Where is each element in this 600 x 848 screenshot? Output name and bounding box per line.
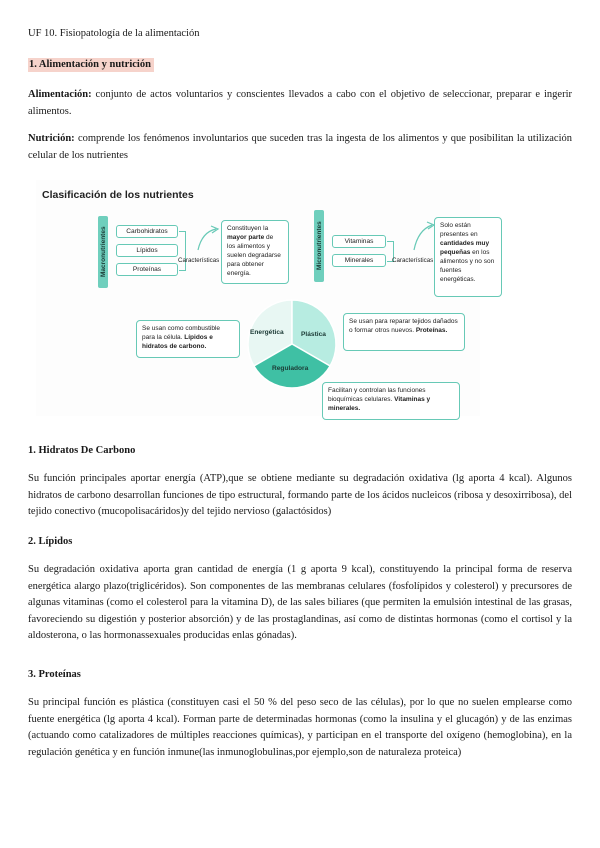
reguladora-description-box	[322, 382, 460, 420]
diagram-title: Clasificación de los nutrientes	[42, 189, 194, 201]
paragraph-hidratos-de-carbono: Su función principales aportar energía (ATP),que se obtiene mediante su degradación oxidativa (lg aporta 4 kcal). Algunos hidratos de carbono desarrollan funciones de tipo estructural, formando parte de los ácidos nucleicos (ribosa y desoxirribosa), del tejido conectivo (mucopolisacáridos)y del tejido nervioso (galactósidos)	[28, 473, 572, 517]
micro-item-minerales: Minerales	[332, 254, 386, 267]
term-nutricion: Nutrición:	[28, 133, 75, 144]
reguladora-desc-pre: Facilitan y controlan las funciones bioquímicas celulares.	[328, 387, 426, 403]
micronutrientes-label: Micronutrientes	[316, 221, 323, 271]
reguladora-desc-bold: Vitaminas y minerales.	[328, 396, 431, 412]
plastica-desc-pre: Se usan para reparar tejidos dañados o formar otros nuevos.	[349, 318, 458, 334]
pie-label-plastica: Plástica	[301, 331, 326, 338]
nutrient-classification-diagram	[36, 180, 495, 416]
macronutrientes-label: Macronutrientes	[100, 226, 107, 278]
functions-pie-chart	[246, 298, 338, 395]
macro-desc-pre: Constituyen la	[227, 225, 269, 232]
pie-label-energetica: Energética	[250, 329, 284, 336]
definition-nutricion	[28, 131, 572, 164]
micro-description-box	[434, 217, 502, 297]
energetica-description-box	[136, 320, 240, 358]
energetica-desc-bold: Lípidos e hidratos de carbono.	[142, 334, 213, 350]
definition-alimentacion	[28, 87, 572, 120]
micro-desc-pre: Solo están presentes en	[440, 222, 478, 238]
term-alimentacion: Alimentación:	[28, 89, 92, 100]
definition-nutricion-text: comprende los fenómenos involuntarios que suceden tras la ingesta de los alimentos y que posibilitan la utilización celular de los nutrientes	[28, 133, 572, 161]
macro-item-carbohidratos: Carbohidratos	[116, 225, 178, 238]
heading-hidratos-de-carbono: 1. Hidratos De Carbono	[28, 445, 136, 456]
macro-characteristics-label: Características	[178, 257, 220, 264]
micro-desc-bold: cantidades muy pequeñas	[440, 240, 490, 256]
macro-item-lipidos: Lípidos	[116, 244, 178, 257]
running-header: UF 10. Fisiopatología de la alimentación	[28, 28, 200, 39]
definition-alimentacion-text: conjunto de actos voluntarios y conscientes llevados a cabo con el objetivo de seleccionar, preparar e ingerir alimentos.	[28, 89, 572, 117]
energetica-desc-pre: Se usan como combustible para la célula.	[142, 325, 221, 341]
macro-arrow-icon	[196, 224, 222, 254]
paragraph-lipidos: Su degradación oxidativa aporta gran cantidad de energía (1 g aporta 9 kcal), constituyendo la principal forma de reserva energética alargo plazo(triglicéridos). Son componentes de las membranas celulares (fosfolípidos y colesterol) y precursores de algunas vitaminas (como el colesterol para la vitamina D), de las sales biliares (que permiten la emulsión intestinal de las grasas, favoreciendo su digestión y posterior absorción) y de las prostaglandinas, así como de distintas hormonas (como el cortisol y la aldosterona, o las hormonassexuales producidas enlas gónadas).	[28, 564, 572, 641]
pie-label-reguladora: Reguladora	[272, 365, 309, 372]
macro-item-proteinas: Proteínas	[116, 263, 178, 276]
micro-desc-post: en los alimentos y no son fuentes energéticas.	[440, 249, 495, 283]
plastica-description-box	[343, 313, 465, 351]
section-title-alimentacion-nutricion: 1. Alimentación y nutrición	[28, 58, 154, 72]
macro-bracket	[179, 231, 186, 271]
plastica-desc-bold: Proteínas.	[415, 327, 448, 334]
heading-proteinas: 3. Proteínas	[28, 669, 81, 680]
pie-svg	[246, 298, 338, 390]
micro-item-vitaminas: Vitaminas	[332, 235, 386, 248]
paragraph-proteinas: Su principal función es plástica (constituyen casi el 50 % del peso seco de las células), por lo que no suelen emplearse como fuente energética (lg aporta 4 kcal). Forman parte de determinadas hormonas (como la insulina y el glucagón) y de las enzimas (actuando como catalizadores de múltiples reacciones químicas), y participan en el transporte del oxígeno (hemoglobina), en la regulación genética y en función inmune(las inmunoglobulinas,por ejemplo,son de naturaleza proteica)	[28, 697, 572, 758]
macro-desc-post: de los alimentos y suelen degradarse para obtener energía.	[227, 234, 281, 277]
macro-desc-bold: mayor parte	[227, 234, 265, 241]
heading-lipidos: 2. Lípidos	[28, 536, 73, 547]
macro-description-box	[221, 220, 289, 284]
micro-characteristics-label: Características	[392, 257, 434, 264]
